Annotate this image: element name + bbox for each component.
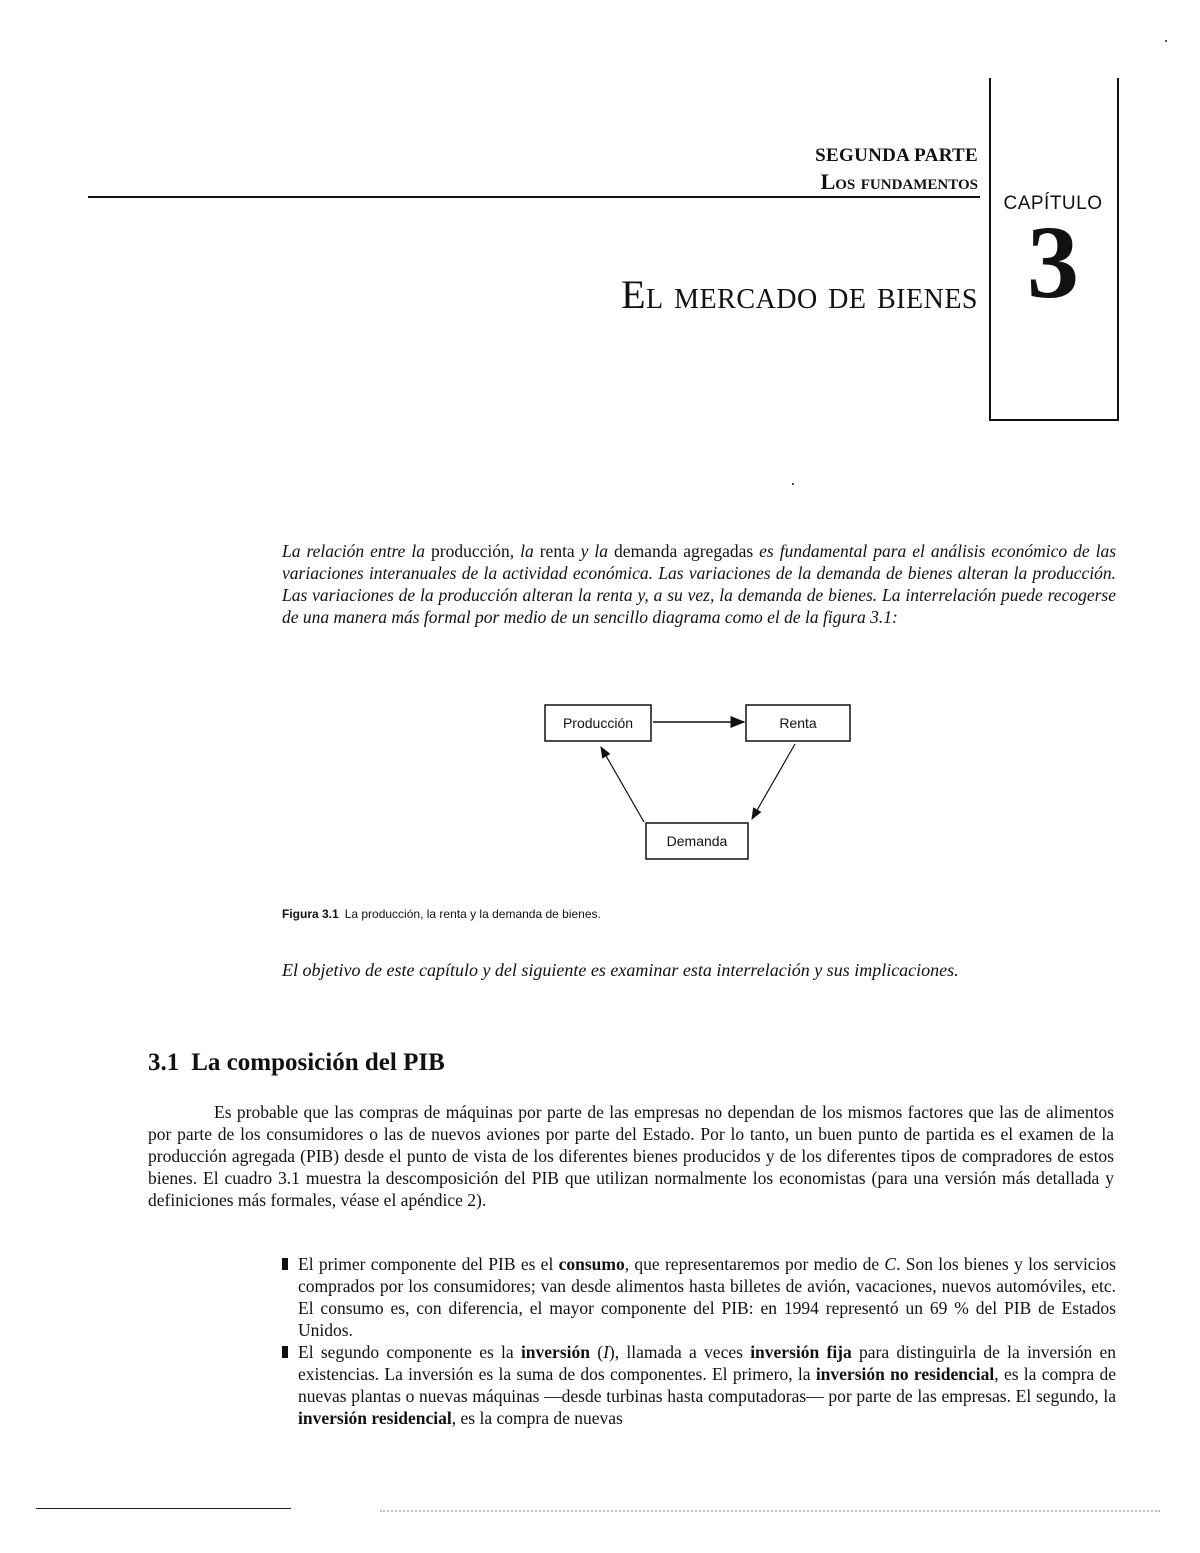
bullet-square-icon [282,1258,288,1270]
body-paragraph: Es probable que las compras de máquinas por parte de las empresas no dependan de los mismos factores que las de alimentos por parte de los consumidores o las de nuevos aviones por parte del Estado. Por lo tanto, un buen punto de partida es el examen de la producción agregada (PIB) desde el punto de vista de los diferentes bienes producidos y de los diferentes tipos de compradores de estos bienes. El cuadro 3.1 muestra la descomposición del PIB que utilizan normalmente los economistas (para una versión más detallada y definiciones más formales, véase el apéndice 2). [148,1102,1114,1210]
arrow-income-to-demand [752,744,795,819]
scan-artifact-dots [380,1500,1160,1512]
flow-diagram [540,700,860,870]
figure-caption-text: La producción, la renta y la demanda de bienes. [344,907,601,921]
figure-caption [282,907,601,921]
list-item-consumption: El primer componente del PIB es el consumo, que representaremos por medio de C. Son los bienes y los servicios comprados por los consumidores; van desde alimentos hasta billetes de avión, vacaciones, nuevos automóviles, etc. El consumo es, con diferencia, el mayor componente del PIB: en 1994 representó un 69 % del PIB de Estados Unidos. [282,1253,1116,1341]
chapter-objective: El objetivo de este capítulo y del siguiente es examinar esta interrelación y sus implicaciones. [282,960,959,980]
bullet-square-icon [282,1346,288,1358]
svg-text:Producción: Producción [562,715,634,731]
figure-label: Figura 3.1 [282,907,339,921]
header-rule [88,196,980,198]
arrow-demand-to-production [601,747,644,822]
chapter-number: 3 [1027,205,1079,320]
scan-speck [792,483,794,485]
svg-text:Renta: Renta [779,715,817,731]
production-node [545,705,651,741]
income-node [746,705,850,741]
scan-speck [1165,40,1167,42]
component-list [282,1253,1116,1429]
svg-text:Demanda: Demanda [666,833,728,849]
chapter-word: CAPÍTULO [1003,193,1103,214]
section-heading: 3.1 La composición del PIB [148,1049,445,1076]
demand-node [646,823,748,859]
part-label: SEGUNDA PARTE [815,145,978,166]
part-name: Los fundamentos [820,169,978,194]
footer-rule [36,1508,291,1509]
list-item-investment: El segundo componente es la inversión (I), llamada a veces inversión fija para distinguirla de la inversión en existencias. La inversión es la suma de dos componentes. El primero, la inversión no residencial, es la compra de nuevas plantas o nuevas máquinas —desde turbinas hasta computadoras— por parte de las empresas. El segundo, la inversión residencial, es la compra de nuevas [282,1341,1116,1429]
intro-paragraph: La relación entre la producción, la renta y la demanda agregadas es fundamental para el análisis económico de las variaciones interanuales de la actividad económica. Las variaciones de la demanda de bienes alteran la producción. Las variaciones de la producción alteran la renta y, a su vez, la demanda de bienes. La interrelación puede recogerse de una manera más formal por medio de un sencillo diagrama como el de la figura 3.1: [282,541,1116,627]
chapter-title: El mercado de bienes [621,272,978,317]
